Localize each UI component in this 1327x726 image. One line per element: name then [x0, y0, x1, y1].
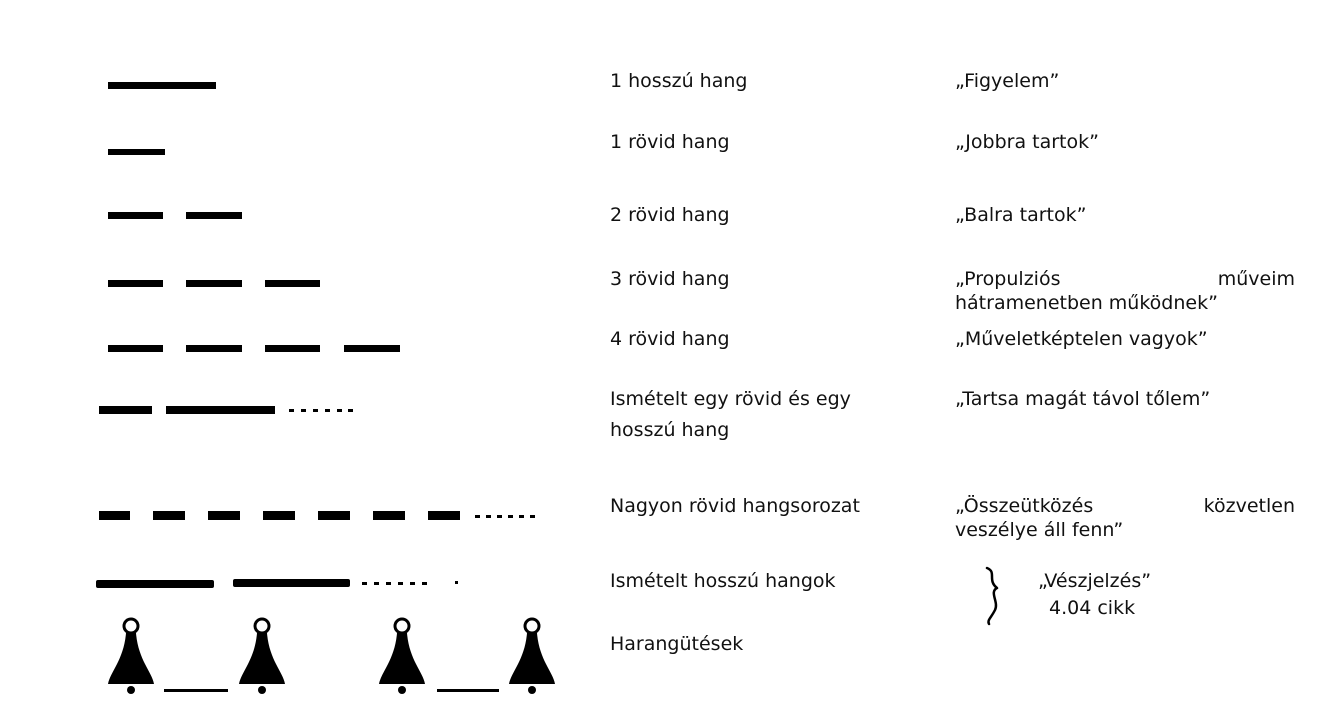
long-dash	[96, 580, 214, 588]
signal-description: Ismételt egy rövid és egy	[610, 388, 851, 410]
signal-meaning-line: „Összeütközés közvetlen	[955, 495, 1295, 517]
short-dash	[186, 212, 242, 219]
short-dash	[99, 406, 152, 414]
very-short-dash	[318, 511, 350, 520]
signal-meaning: „Jobbra tartok”	[955, 131, 1099, 153]
very-short-dash	[153, 511, 185, 520]
very-short-dash	[99, 511, 130, 520]
signal-description: 1 rövid hang	[610, 131, 730, 153]
very-short-dash	[373, 511, 405, 520]
long-dash	[233, 579, 350, 587]
bell-icon	[239, 619, 285, 694]
short-dash	[186, 280, 242, 287]
continuation-dots	[475, 515, 535, 518]
signal-description: hosszú hang	[610, 419, 730, 441]
signal-description: Ismételt hosszú hangok	[610, 570, 836, 592]
bell-icon	[379, 619, 425, 694]
short-dash	[265, 345, 320, 352]
signal-description: Nagyon rövid hangsorozat	[610, 495, 860, 517]
signal-meaning: „Műveletképtelen vagyok”	[955, 328, 1208, 350]
bell-icon	[509, 619, 555, 694]
short-dash	[108, 345, 163, 352]
short-dash	[265, 280, 320, 287]
signal-meaning: „Tartsa magát távol tőlem”	[955, 388, 1211, 410]
signal-meaning-line: veszélye áll fenn”	[955, 519, 1124, 541]
continuation-dots	[362, 581, 458, 585]
short-dash	[344, 345, 400, 352]
long-dash	[166, 406, 275, 414]
signal-description: Harangütések	[610, 633, 744, 655]
very-short-dash	[428, 511, 460, 520]
curly-brace	[983, 566, 1007, 626]
long-dash	[108, 82, 216, 89]
signal-meaning-line: „Propulziós műveim	[955, 268, 1295, 290]
signal-meaning	[955, 494, 1295, 542]
continuation-dots	[289, 409, 353, 412]
signal-meaning	[955, 267, 1295, 315]
bell-icon	[108, 619, 154, 694]
signal-description: 4 rövid hang	[610, 328, 730, 350]
continuation-dots	[164, 689, 499, 692]
short-dash	[108, 280, 163, 287]
signal-meaning: „Vészjelzés”	[1038, 570, 1152, 592]
very-short-dash	[263, 511, 295, 520]
signal-meaning: „Figyelem”	[955, 70, 1060, 92]
short-dash	[186, 345, 242, 352]
signal-description: 2 rövid hang	[610, 204, 730, 226]
article-reference: 4.04 cikk	[1049, 597, 1136, 619]
short-dash	[108, 212, 163, 219]
signal-meaning: „Balra tartok”	[955, 204, 1087, 226]
short-dash	[108, 149, 165, 155]
signal-description: 3 rövid hang	[610, 268, 730, 290]
signal-meaning-line: hátramenetben működnek”	[955, 292, 1218, 314]
very-short-dash	[208, 511, 240, 520]
signal-description: 1 hosszú hang	[610, 70, 748, 92]
